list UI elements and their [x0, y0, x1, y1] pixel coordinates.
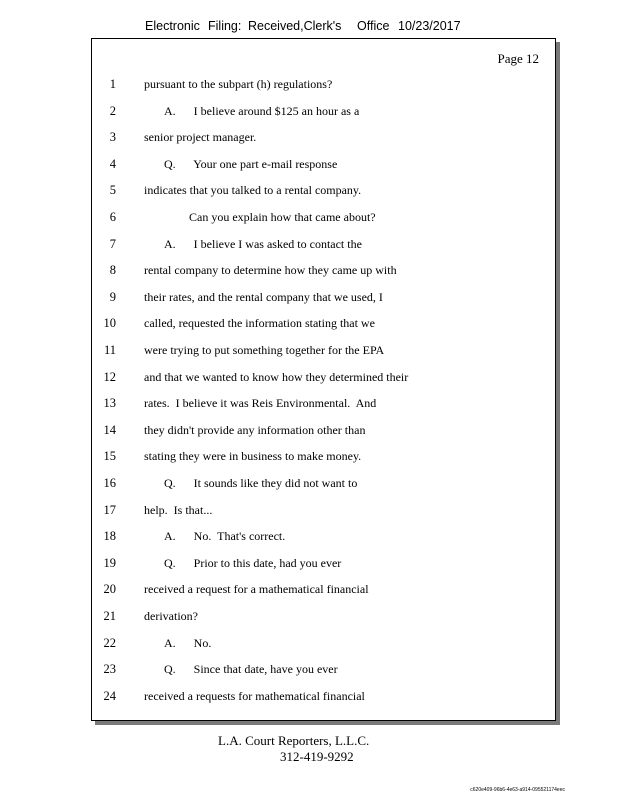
- line-number: 1: [109, 77, 116, 91]
- line-number: 16: [103, 476, 116, 490]
- line-text: A. I believe around $125 an hour as a: [164, 103, 360, 118]
- line-number: 12: [103, 369, 116, 384]
- header-filing: Filing:: [208, 19, 242, 33]
- line-text: stating they were in business to make money.: [144, 449, 362, 464]
- transcript-line: [92, 210, 555, 230]
- line-number: 3: [109, 130, 116, 145]
- line-text: rates. I believe it was Reis Environmental. And: [144, 396, 377, 411]
- transcript-line: [92, 636, 555, 656]
- line-text: called, requested the information stating that we: [144, 316, 375, 331]
- transcript-line: [92, 396, 555, 416]
- line-number: 21: [103, 609, 116, 623]
- line-text: Can you explain how that came about?: [189, 210, 376, 224]
- line-number: 10: [103, 316, 116, 331]
- transcript-line: [92, 77, 555, 97]
- transcript-line: [92, 662, 555, 682]
- line-number: 6: [109, 210, 116, 224]
- transcript-line: [92, 689, 555, 709]
- transcript-line: [92, 582, 555, 602]
- line-text: indicates that you talked to a rental company.: [144, 183, 362, 198]
- line-number: 23: [103, 662, 116, 677]
- line-text: senior project manager.: [144, 130, 257, 145]
- line-number: 2: [109, 103, 116, 118]
- transcript-page: [91, 38, 556, 721]
- line-number: 22: [103, 635, 116, 650]
- court-reporter-name: L.A. Court Reporters, L.L.C.: [218, 733, 370, 748]
- line-number: 17: [103, 502, 116, 517]
- line-text: A. No.: [164, 635, 212, 650]
- line-text: rental company to determine how they came up with: [144, 263, 397, 278]
- court-reporter-phone: 312-419-9292: [280, 749, 354, 764]
- line-number: 9: [109, 289, 116, 304]
- line-number: 19: [103, 555, 116, 570]
- transcript-line: [92, 237, 555, 257]
- transcript-line: [92, 449, 555, 469]
- line-number: 15: [103, 449, 116, 464]
- header-date: 10/23/2017: [398, 19, 461, 33]
- line-text: Q. Since that date, have you ever: [164, 662, 338, 677]
- transcript-line: [92, 609, 555, 629]
- transcript-line: [92, 503, 555, 523]
- document-id: c620e409-96b6-4e63-a914-095521174eec: [470, 787, 565, 793]
- line-text: A. No. That's correct.: [164, 529, 286, 544]
- page-number: Page 12: [497, 51, 539, 66]
- line-text: received a request for a mathematical financial: [144, 582, 369, 597]
- transcript-line: [92, 157, 555, 177]
- header-office: Office: [357, 19, 390, 33]
- line-text: they didn't provide any information other than: [144, 422, 366, 437]
- transcript-line: [92, 370, 555, 390]
- line-number: 5: [109, 183, 116, 198]
- line-number: 13: [103, 396, 116, 411]
- header-received: Received,Clerk's: [248, 19, 342, 33]
- line-text: pursuant to the subpart (h) regulations?: [144, 77, 333, 91]
- line-text: Q. It sounds like they did not want to: [164, 476, 358, 490]
- transcript-line: [92, 556, 555, 576]
- line-number: 7: [109, 236, 116, 251]
- transcript-line: [92, 343, 555, 363]
- line-text: A. I believe I was asked to contact the: [164, 236, 362, 251]
- line-number: 24: [103, 688, 116, 703]
- transcript-line: [92, 316, 555, 336]
- transcript-line: [92, 183, 555, 203]
- transcript-line: [92, 104, 555, 124]
- line-text: derivation?: [144, 609, 198, 623]
- transcript-line: [92, 476, 555, 496]
- line-text: Q. Your one part e-mail response: [164, 156, 338, 171]
- line-number: 11: [103, 343, 116, 357]
- transcript-line: [92, 130, 555, 150]
- line-number: 14: [103, 422, 116, 437]
- line-number: 20: [103, 582, 116, 597]
- transcript-line: [92, 290, 555, 310]
- transcript-line: [92, 529, 555, 549]
- header-electronic: Electronic: [145, 19, 200, 33]
- filing-header: [0, 19, 618, 37]
- line-text: help. Is that...: [144, 502, 213, 517]
- reporter-footer: [0, 733, 618, 767]
- line-text: were trying to put something together for the EPA: [144, 343, 385, 357]
- line-number: 8: [109, 263, 116, 278]
- line-text: and that we wanted to know how they determined their: [144, 369, 409, 384]
- line-text: received a requests for mathematical financial: [144, 688, 365, 703]
- line-text: Q. Prior to this date, had you ever: [164, 555, 342, 570]
- line-number: 4: [109, 156, 116, 171]
- transcript-line: [92, 423, 555, 443]
- line-text: their rates, and the rental company that we used, I: [144, 289, 383, 304]
- line-number: 18: [103, 529, 116, 544]
- transcript-line: [92, 263, 555, 283]
